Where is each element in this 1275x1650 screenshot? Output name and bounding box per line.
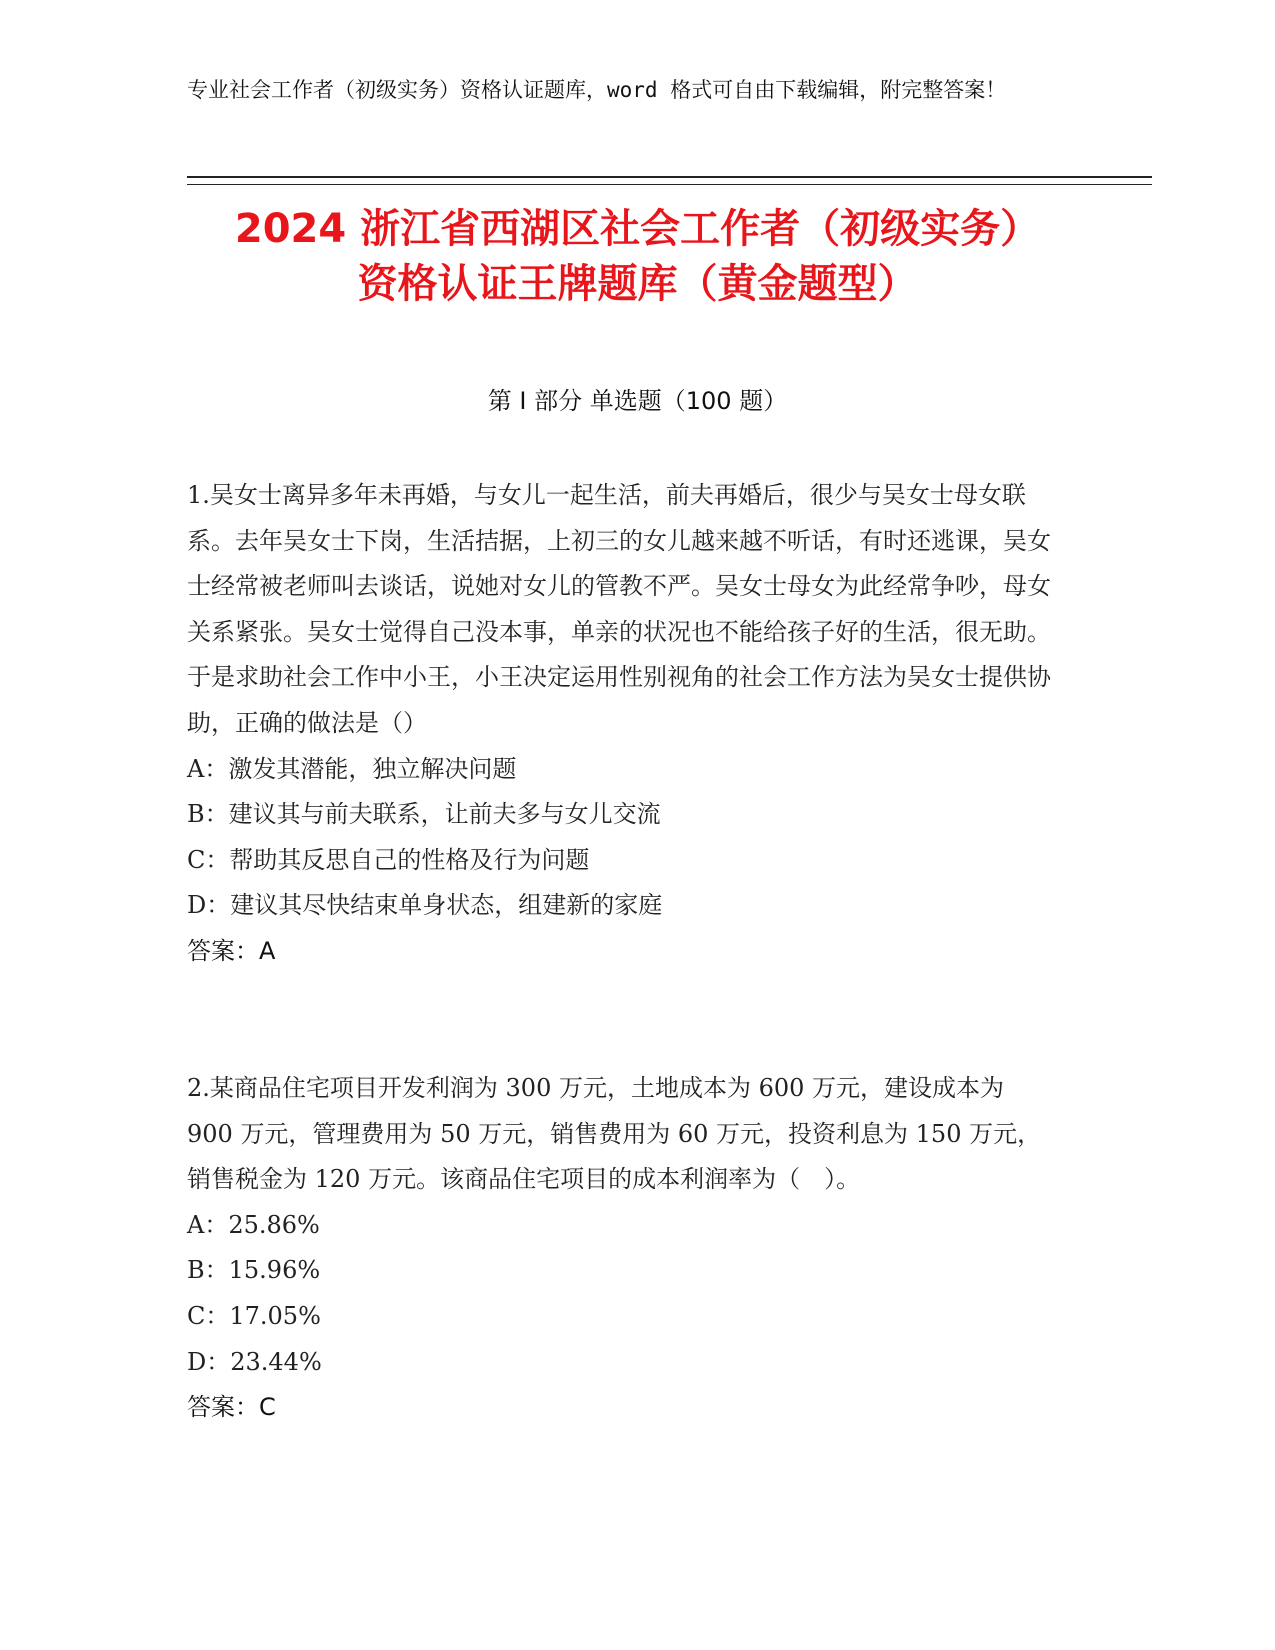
document-title <box>120 202 1155 312</box>
option-d: D：23.44% <box>187 1347 322 1376</box>
document-title-line-1: 2024 浙江省西湖区社会工作者（初级实务） <box>234 206 1041 252</box>
answer: 答案：A <box>187 936 276 965</box>
option-d: D：建议其尽快结束单身状态，组建新的家庭 <box>187 891 663 920</box>
question-stem: 2.某商品住宅项目开发利润为 300 万元，土地成本为 600 万元，建设成本为 900 万元，管理费用为 50 万元，销售费用为 60 万元，投资利息为 150 万元，销售税金为 120 万元。该商品住宅项目的成本利润率为（ ）。 <box>187 1074 1042 1194</box>
header-note: 专业社会工作者（初级实务）资格认证题库，word 格式可自由下载编辑，附完整答案！ <box>187 78 1007 102</box>
option-b: B：建议其与前夫联系，让前夫多与女儿交流 <box>187 800 661 829</box>
header-divider-thin <box>187 184 1152 185</box>
option-a: A：25.86% <box>187 1210 320 1239</box>
question-stem: 1.吴女士离异多年未再婚，与女儿一起生活，前夫再婚后，很少与吴女士母女联系。去年吴女士下岗，生活拮据，上初三的女儿越来越不听话，有时还逃课，吴女士经常被老师叫去谈话，说她对女儿的管教不严。吴女士母女为此经常争吵，母女关系紧张。吴女士觉得自己没本事，单亲的状况也不能给孩子好的生活，很无助。于是求助社会工作中小王，小王决定运用性别视角的社会工作方法为吴女士提供协助，正确的做法是（） <box>187 481 1051 737</box>
option-c: C：帮助其反思自己的性格及行为问题 <box>187 845 590 874</box>
answer: 答案：C <box>187 1393 276 1422</box>
question-2 <box>187 1066 1057 1431</box>
option-c: C：17.05% <box>187 1301 321 1330</box>
option-a: A：激发其潜能，独立解决问题 <box>187 754 517 783</box>
section-title: 第 I 部分 单选题（100 题） <box>487 387 788 415</box>
option-b: B：15.96% <box>187 1256 321 1285</box>
question-1 <box>187 473 1057 975</box>
header-divider-thick <box>187 176 1152 178</box>
document-title-line-2: 资格认证王牌题库（黄金题型） <box>357 261 918 307</box>
